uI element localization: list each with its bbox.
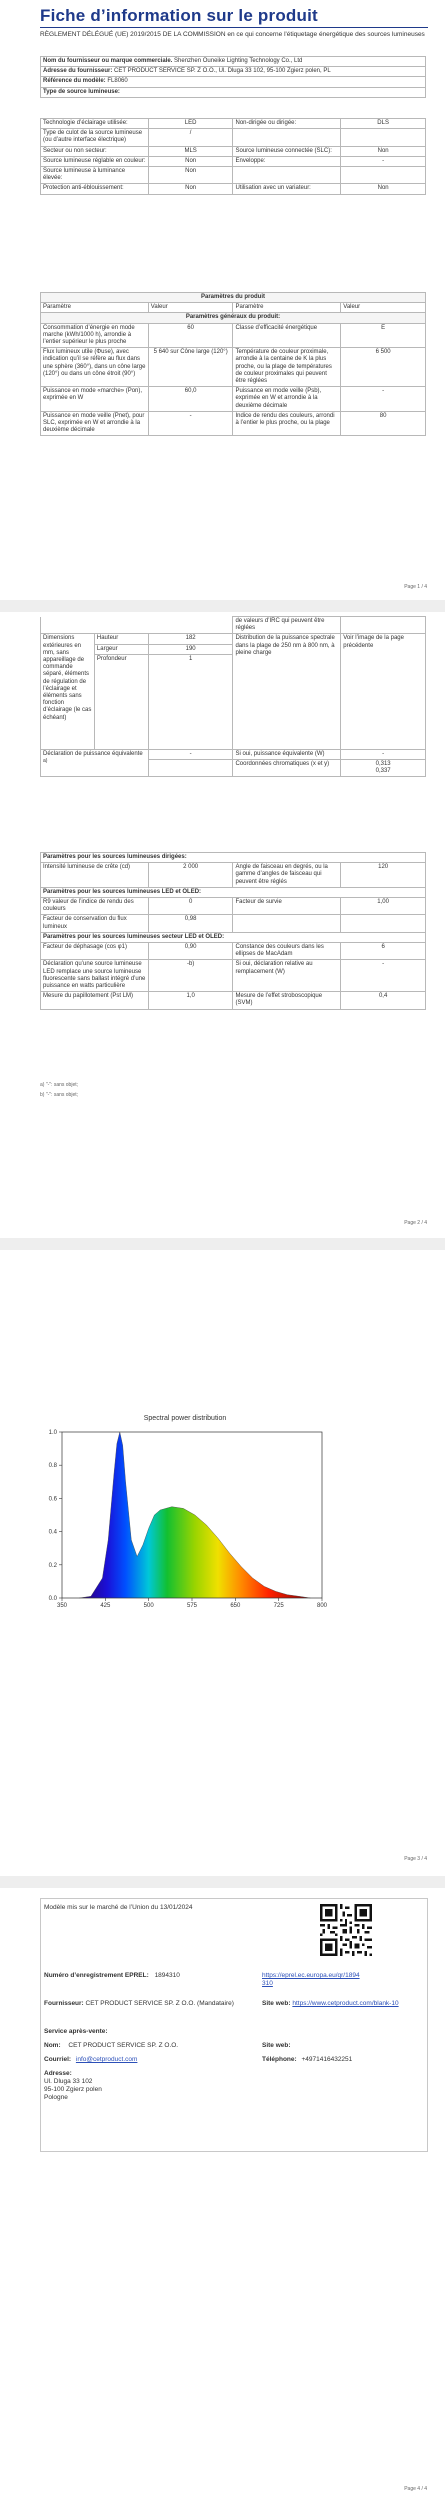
equivalent-power-label: Déclaration de puissance équivalente — [43, 750, 143, 757]
spectral-power-chart — [40, 1410, 330, 1610]
address-block — [44, 2070, 102, 2102]
footnotes — [40, 1080, 78, 1100]
col-header-param-1: Paramètre — [41, 303, 149, 313]
directed-parameters-table — [40, 852, 426, 1010]
directed-param-row-cell-value: 2 000 — [148, 863, 233, 888]
type-row-cell-param: Enveloppe: — [233, 156, 341, 166]
page-1 — [0, 0, 445, 600]
general-param-row-cell-param: Indice de rendu des couleurs, arrondi à l’entier le plus proche, ou la plage — [233, 411, 341, 436]
general-param-row — [41, 387, 426, 412]
eprel-label: Numéro d’enregistrement EPREL: — [44, 1972, 149, 1979]
supplier-row — [44, 2000, 244, 2008]
page-number: Page 1 / 4 — [404, 584, 427, 590]
directed-section-title: Paramètres pour les sources lumineuses dirigées: — [41, 853, 426, 863]
page-number: Page 3 / 4 — [404, 1856, 427, 1862]
x-tick-label: 650 — [230, 1603, 241, 1609]
address-label: Adresse: — [44, 2070, 72, 2077]
general-param-row-cell-value: - — [341, 387, 426, 412]
phone-label: Téléphone: — [262, 2056, 297, 2063]
type-row-cell-param: Source lumineuse connectée (SLC): — [233, 146, 341, 156]
type-row-cell-value: LED — [148, 119, 233, 129]
y-tick-label: 0.6 — [48, 1496, 57, 1503]
cri-continuation-row — [41, 617, 426, 634]
led-param-row — [41, 915, 426, 932]
supplier-value: CET PRODUCT SERVICE SP. Z O.O. (Mandataire) — [85, 2000, 234, 2007]
page-4 — [0, 1888, 445, 2510]
mains-param-row-cell-param: Constance des couleurs dans les ellipses de MacAdam — [233, 943, 341, 960]
dim-value-height: 182 — [148, 634, 233, 644]
type-row-cell-value: MLS — [148, 146, 233, 156]
email-row — [44, 2056, 137, 2064]
supplier-address-row — [41, 67, 426, 77]
type-header-row — [41, 87, 426, 97]
spd-label: Distribution de la puissance spectrale dans la plage de 250 nm à 800 nm, à pleine charge — [233, 634, 341, 749]
type-row-cell-value: - — [341, 156, 426, 166]
general-param-row-cell-value: 80 — [341, 411, 426, 436]
type-row-cell-param: Utilisation avec un variateur: — [233, 184, 341, 194]
led-section-title: Paramètres pour les sources lumineuses LED et OLED: — [41, 887, 426, 897]
type-row — [41, 184, 426, 194]
general-param-row-cell-value: - — [148, 411, 233, 436]
type-row — [41, 146, 426, 156]
y-tick-label: 0.4 — [48, 1529, 57, 1536]
directed-param-row — [41, 863, 426, 888]
y-tick-label: 1.0 — [48, 1430, 57, 1436]
type-row — [41, 167, 426, 184]
general-param-row — [41, 323, 426, 348]
y-tick-label: 0.8 — [48, 1463, 57, 1470]
x-tick-label: 350 — [56, 1603, 68, 1609]
dim-value-depth: 1 — [148, 654, 233, 749]
mains-param-row-cell-param: Mesure du papillotement (Pst LM) — [41, 992, 149, 1009]
model-value: FL8060 — [107, 78, 128, 85]
led-param-row-cell-param: Facteur de conservation du flux lumineux — [41, 915, 149, 932]
general-param-row-cell-param: Classe d’efficacité énergétique — [233, 323, 341, 348]
website-label: Site web: — [262, 2000, 291, 2007]
mains-param-row-cell-value: 6 — [341, 943, 426, 960]
dimensions-row-1 — [41, 634, 426, 644]
chromaticity-x: 0,313 — [375, 761, 391, 768]
page-3 — [0, 1250, 445, 1876]
qr-code[interactable] — [320, 1904, 372, 1956]
col-header-value-1: Valeur — [148, 303, 233, 313]
eprel-link[interactable]: https://eprel.ec.europa.eu/qr/1894310 — [262, 1972, 360, 1987]
type-row-cell-value — [341, 129, 426, 146]
type-row-cell-param: Source lumineuse réglable en couleur: — [41, 156, 149, 166]
type-row-cell-param: Source lumineuse à luminance élevée: — [41, 167, 149, 184]
eprel-row — [44, 1972, 180, 1980]
mains-param-row — [41, 992, 426, 1009]
type-row-cell-value: Non — [148, 184, 233, 194]
mains-section-row — [41, 932, 426, 942]
general-param-row-cell-param: Consommation d’énergie en mode marche (kWh/1000 h), arrondie à l’entier supérieur le plus proche — [41, 323, 149, 348]
x-tick-label: 425 — [100, 1603, 111, 1609]
type-row-cell-param: Non-dirigée ou dirigée: — [233, 119, 341, 129]
mains-param-row-cell-param: Déclaration qu’une source lumineuse LED remplace une source lumineuse fluorescente sans ballast intégré d’une puissance en watts particulière — [41, 960, 149, 992]
type-row-cell-param: Secteur ou non secteur: — [41, 146, 149, 156]
led-param-row-cell-param — [233, 915, 341, 932]
x-tick-label: 575 — [186, 1603, 198, 1609]
led-param-row-cell-value: 0 — [148, 898, 233, 915]
dim-label-depth: Profondeur — [94, 654, 148, 749]
service-name-value: CET PRODUCT SERVICE SP. Z O.O. — [68, 2042, 179, 2049]
mains-param-row-cell-value: 1,0 — [148, 992, 233, 1009]
general-param-row-cell-param: Flux lumineux utile (Φuse), avec indication qu’il se réfère au flux dans une sphère (360°), dans un cône large (120°) ou dans un cône étroit (90°) — [41, 348, 149, 387]
y-tick-label: 0.2 — [48, 1562, 57, 1569]
mains-section-title: Paramètres pour les sources lumineuses secteur LED et OLED: — [41, 932, 426, 942]
type-row-cell-value: Non — [148, 167, 233, 184]
type-row — [41, 156, 426, 166]
general-param-row — [41, 348, 426, 387]
type-row — [41, 119, 426, 129]
general-param-row-cell-value: 60 — [148, 323, 233, 348]
general-param-row-cell-value: 5 640 sur Cône large (120°) — [148, 348, 233, 387]
cri-continuation-text: de valeurs d’IRC qui peuvent être réglées — [233, 617, 341, 634]
led-param-row-cell-param: R9 valeur de l’indice de rendu des couleurs — [41, 898, 149, 915]
mains-param-row-cell-param: Facteur de déphasage (cos φ1) — [41, 943, 149, 960]
equivalent-power-note: a) — [43, 758, 48, 765]
type-row-cell-param — [233, 129, 341, 146]
spd-value: Voir l’image de la page précédente — [341, 634, 426, 749]
mains-param-row-cell-value: 0,90 — [148, 943, 233, 960]
mains-param-row-cell-value: 0,4 — [341, 992, 426, 1009]
chromaticity-label: Coordonnées chromatiques (x et y) — [233, 760, 341, 777]
dimensions-label: Dimensions extérieures en mm, sans appareillage de commande séparé, éléments de régulation de l’éclairage et éléments sans fonction d’éclairage (le cas échéant) — [41, 634, 95, 749]
col-header-value-2: Valeur — [341, 303, 426, 313]
led-param-row-cell-value — [341, 915, 426, 932]
general-param-row-cell-param: Température de couleur proximale, arrondie à la centaine de K la plus proche, ou la plage de températures de couleur proximales qui peuvent être réglées — [233, 348, 341, 387]
service-name-label: Nom: — [44, 2042, 61, 2049]
led-section-row — [41, 887, 426, 897]
supplier-name-row — [41, 57, 426, 67]
led-param-row — [41, 898, 426, 915]
footnote-a: a) "-": sans objet; — [40, 1082, 79, 1088]
phone-row — [262, 2056, 352, 2064]
type-row-cell-value: / — [148, 129, 233, 146]
x-tick-label: 800 — [316, 1603, 328, 1609]
model-row — [41, 77, 426, 87]
type-row-cell-value: Non — [341, 184, 426, 194]
document-title: Fiche d’information sur le produit — [40, 6, 318, 25]
general-param-row — [41, 411, 426, 436]
address-line-3: Pologne — [44, 2094, 68, 2101]
dim-label-height: Hauteur — [94, 634, 148, 644]
general-param-row-cell-value: 60,0 — [148, 387, 233, 412]
supplier-name-value: Shenzhen Ouneike Lighting Technology Co., Ltd — [174, 58, 303, 64]
email-label: Courriel: — [44, 2056, 72, 2063]
website-row — [262, 2000, 402, 2008]
email-link[interactable]: info@cetproduct.com — [75, 2056, 138, 2063]
directed-param-row-cell-value: 120 — [341, 863, 426, 888]
supplier-table — [40, 56, 426, 98]
mains-param-row — [41, 943, 426, 960]
directed-param-row-cell-param: Angle de faisceau en degrés, ou la gamme d’angles de faisceau qui peuvent être réglés — [233, 863, 341, 888]
equivalent-power-row — [41, 749, 426, 759]
general-param-row-cell-value: 6 500 — [341, 348, 426, 387]
product-parameters-table-continued — [40, 616, 426, 777]
type-row-cell-param: Technologie d’éclairage utilisée: — [41, 119, 149, 129]
title-divider — [40, 27, 428, 28]
mains-param-row — [41, 960, 426, 992]
params-section-row — [41, 293, 426, 303]
website-link[interactable]: https://www.cetproduct.com/blank-10 — [292, 2000, 399, 2007]
type-label: Type de source lumineuse: — [41, 87, 426, 97]
dim-value-width: 190 — [148, 644, 233, 654]
model-label: Référence du modèle: — [43, 78, 106, 85]
y-tick-label: 0.0 — [48, 1596, 57, 1602]
dim-label-width: Largeur — [94, 644, 148, 654]
x-tick-label: 725 — [273, 1603, 284, 1609]
page-number: Page 2 / 4 — [404, 1220, 427, 1226]
mains-param-row-cell-value: -b) — [148, 960, 233, 992]
equivalent-watts-value: - — [341, 749, 426, 759]
general-param-row-cell-param: Puissance en mode «marche» (Pon), exprimée en W — [41, 387, 149, 412]
mains-param-row-cell-param: Si oui, déclaration relative au remplacement (W) — [233, 960, 341, 992]
address-line-2: 95-100 Zgierz polen — [44, 2086, 102, 2093]
footnote-b: b) "-": sans objet; — [40, 1092, 79, 1098]
page-2 — [0, 612, 445, 1238]
supplier-address-label: Adresse du fournisseur: — [43, 68, 113, 75]
mains-param-row-cell-value: - — [341, 960, 426, 992]
type-row-cell-param — [233, 167, 341, 184]
params-section-title: Paramètres du produit — [41, 293, 426, 303]
directed-param-row-cell-param: Intensité lumineuse de crête (cd) — [41, 863, 149, 888]
general-param-row-cell-value: E — [341, 323, 426, 348]
phone-value: +4971416432251 — [301, 2056, 353, 2063]
address-line-1: Ul. Dluga 33 102 — [44, 2078, 93, 2085]
equivalent-watts-label: Si oui, puissance équivalente (W) — [233, 749, 341, 759]
supplier-address-value: CET PRODUCT SERVICE SP. Z O.O., Ul. Dluga 33 102, 95-100 Zgierz polen, PL — [114, 68, 331, 75]
mains-param-row-cell-param: Mesure de l’effet stroboscopique (SVM) — [233, 992, 341, 1009]
regulation-text: RÈGLEMENT DÉLÉGUÉ (UE) 2019/2015 DE LA COMMISSION en ce qui concerne l'étiquetage énergétique des sources lumineuses — [40, 31, 425, 38]
product-parameters-table — [40, 292, 426, 436]
chart-title: Spectral power distribution — [143, 1415, 227, 1422]
type-row-cell-param: Type de culot de la source lumineuse (ou d’autre interface électrique) — [41, 129, 149, 146]
type-row — [41, 129, 426, 146]
directed-section-row — [41, 853, 426, 863]
light-source-type-table — [40, 118, 426, 195]
service-website-label: Site web: — [262, 2042, 291, 2049]
general-param-row-cell-param: Puissance en mode veille (Psb), exprimée en W et arrondie à la deuxième décimale — [233, 387, 341, 412]
type-row-cell-value: Non — [148, 156, 233, 166]
general-section-row — [41, 313, 426, 323]
page-number: Page 4 / 4 — [404, 2486, 427, 2492]
col-header-param-2: Paramètre — [233, 303, 341, 313]
chromaticity-y: 0,337 — [375, 768, 391, 775]
equivalent-power-value: - — [148, 749, 233, 759]
type-row-cell-value: DLS — [341, 119, 426, 129]
type-row-cell-value: Non — [341, 146, 426, 156]
type-row-cell-param: Protection anti-éblouissement: — [41, 184, 149, 194]
eprel-number: 1894310 — [154, 1972, 180, 1979]
general-section-title: Paramètres généraux du produit: — [41, 313, 426, 323]
type-row-cell-value — [341, 167, 426, 184]
supplier-name-label: Nom du fournisseur ou marque commerciale. — [43, 58, 173, 64]
params-col-header-row — [41, 303, 426, 313]
service-label: Service après-vente: — [44, 2028, 108, 2035]
led-param-row-cell-value: 1,00 — [341, 898, 426, 915]
general-param-row-cell-param: Puissance en mode veille (Pnet), pour SLC, exprimée en W et arrondie à la deuxième décimale — [41, 411, 149, 436]
x-tick-label: 500 — [143, 1603, 154, 1609]
service-name-row — [44, 2042, 178, 2050]
led-param-row-cell-value: 0,98 — [148, 915, 233, 932]
led-param-row-cell-param: Facteur de survie — [233, 898, 341, 915]
supplier-label: Fournisseur: — [44, 2000, 84, 2007]
market-date-text: Modèle mis sur le marché de l’Union du 13/01/2024 — [44, 1904, 193, 1911]
